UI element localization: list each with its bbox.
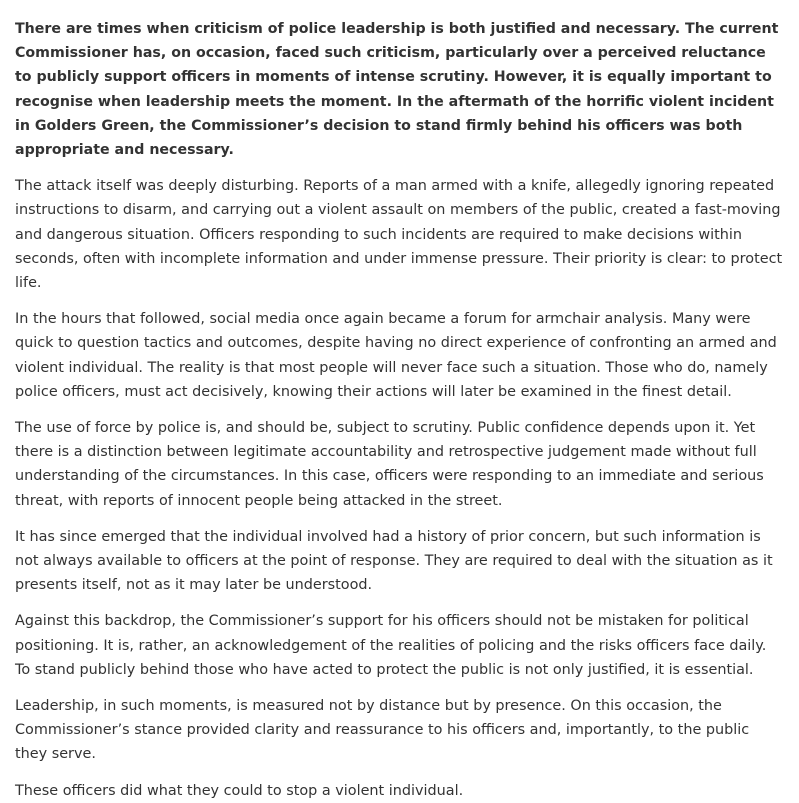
article-paragraph-3: The use of force by police is, and should be, subject to scrutiny. Public confidence depends upon it. Yet there is a distinction between legitimate accountability and retrospective judgement made without full understanding of the circumstances. In this case, officers were responding to an immediate and serious threat, with reports of innocent people being attacked in the street. xyxy=(15,420,764,509)
article-paragraph-2: In the hours that followed, social media once again became a forum for armchair analysis. Many were quick to question tactics and outcomes, despite having no direct experience of confronting an armed and violent individual. The reality is that most people will never face such a situation. Those who do, namely police officers, must act decisively, knowing their actions will later be examined in the finest detail. xyxy=(15,311,777,400)
article-lead-paragraph: There are times when criticism of police leadership is both justified and necessary. The current Commissioner has, on occasion, faced such criticism, particularly over a perceived reluctance to publicly support officers in moments of intense scrutiny. However, it is equally important to recognise when leadership meets the moment. In the aftermath of the horrific violent incident in Golders Green, the Commissioner’s decision to stand firmly behind his officers was both appropriate and necessary. xyxy=(15,21,779,159)
article-paragraph-1: The attack itself was deeply disturbing. Reports of a man armed with a knife, allegedly ignoring repeated instructions to disarm, and carrying out a violent assault on members of the public, created a fast-moving and dangerous situation. Officers responding to such incidents are required to make decisions within seconds, often with incomplete information and under immense pressure. Their priority is clear: to protect life. xyxy=(15,178,783,292)
article-paragraph-6: Leadership, in such moments, is measured not by distance but by presence. On this occasion, the Commissioner’s stance provided clarity and reassurance to his officers and, importantly, to the public they serve. xyxy=(15,698,750,763)
article-paragraph-5: Against this backdrop, the Commissioner’s support for his officers should not be mistaken for political positioning. It is, rather, an acknowledgement of the realities of policing and the risks officers face daily. To stand publicly behind those who have acted to protect the public is not only justified, it is essential. xyxy=(15,613,767,678)
article-paragraph-7: These officers did what they could to stop a violent individual. xyxy=(15,782,464,799)
article-paragraph-4: It has since emerged that the individual involved had a history of prior concern, but such information is not always available to officers at the point of response. They are required to deal with the situation as it presents itself, not as it may later be understood. xyxy=(15,528,773,594)
